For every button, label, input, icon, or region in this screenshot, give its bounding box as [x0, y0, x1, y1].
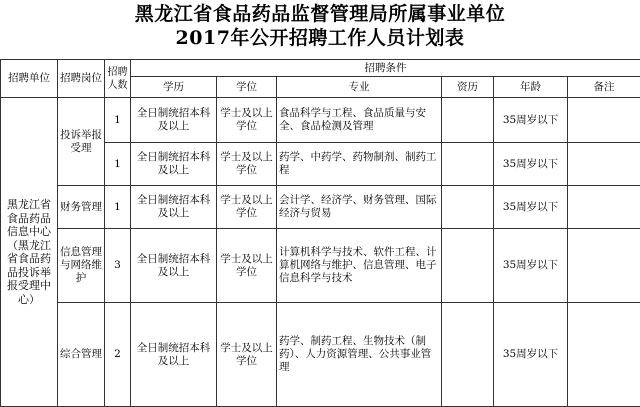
age-cell: 35周岁以下 [494, 186, 568, 229]
education-cell: 全日制统招本科及以上 [131, 229, 217, 303]
header-count: 招聘人数 [105, 60, 131, 98]
major-cell: 会计学、经济学、财务管理、国际经济与贸易 [277, 186, 442, 229]
degree-cell: 学士及以上学位 [217, 143, 277, 186]
qualification-cell [442, 143, 494, 186]
education-cell: 全日制统招本科及以上 [131, 143, 217, 186]
table-row [1, 229, 640, 303]
age-cell: 35周岁以下 [494, 98, 568, 143]
table-row [1, 303, 640, 407]
major-cell: 药学、制药工程、生物技术（制药）、人力资源管理、公共事业管理 [277, 303, 442, 407]
header-conditions: 招聘条件 [131, 60, 640, 77]
major-cell: 食品科学与工程、食品质量与安全、食品检测及管理 [277, 98, 442, 143]
post-cell: 综合管理 [58, 303, 105, 407]
count-cell: 1 [105, 98, 131, 143]
remarks-cell [568, 143, 640, 186]
header-qualification: 资历 [442, 77, 494, 98]
major-cell: 计算机科学与技术、软件工程、计算机网络与维护、信息管理、电子信息科学与技术 [277, 229, 442, 303]
education-cell: 全日制统招本科及以上 [131, 303, 217, 407]
qualification-cell [442, 303, 494, 407]
degree-cell: 学士及以上学位 [217, 186, 277, 229]
count-cell: 2 [105, 303, 131, 407]
unit-name-cell: 黑龙江省食品药品信息中心（黑龙江省食品药品投诉举报受理中心） [1, 98, 58, 407]
count-cell: 1 [105, 186, 131, 229]
degree-cell: 学士及以上学位 [217, 98, 277, 143]
post-cell: 投诉举报受理 [58, 98, 105, 186]
recruitment-plan-table [0, 59, 640, 407]
header-major: 专业 [277, 77, 442, 98]
education-cell: 全日制统招本科及以上 [131, 98, 217, 143]
count-cell: 3 [105, 229, 131, 303]
header-remarks: 备注 [568, 77, 640, 98]
post-cell: 信息管理与网络维护 [58, 229, 105, 303]
age-cell: 35周岁以下 [494, 229, 568, 303]
remarks-cell [568, 98, 640, 143]
major-cell: 药学、中药学、药物制剂、制药工程 [277, 143, 442, 186]
qualification-cell [442, 98, 494, 143]
age-cell: 35周岁以下 [494, 303, 568, 407]
table-title-line1: 黑龙江省食品药品监督管理局所属事业单位 [0, 3, 640, 25]
qualification-cell [442, 229, 494, 303]
education-cell: 全日制统招本科及以上 [131, 186, 217, 229]
header-education: 学历 [131, 77, 217, 98]
degree-cell: 学士及以上学位 [217, 303, 277, 407]
remarks-cell [568, 303, 640, 407]
header-degree: 学位 [217, 77, 277, 98]
table-row [1, 186, 640, 229]
qualification-cell [442, 186, 494, 229]
remarks-cell [568, 186, 640, 229]
remarks-cell [568, 229, 640, 303]
count-cell: 1 [105, 143, 131, 186]
post-cell: 财务管理 [58, 186, 105, 229]
table-title-line2: 2017年公开招聘工作人员计划表 [0, 27, 640, 49]
degree-cell: 学士及以上学位 [217, 229, 277, 303]
header-age: 年龄 [494, 77, 568, 98]
table-row [1, 98, 640, 143]
header-post: 招聘岗位 [58, 60, 105, 98]
header-unit: 招聘单位 [1, 60, 58, 98]
age-cell: 35周岁以下 [494, 143, 568, 186]
